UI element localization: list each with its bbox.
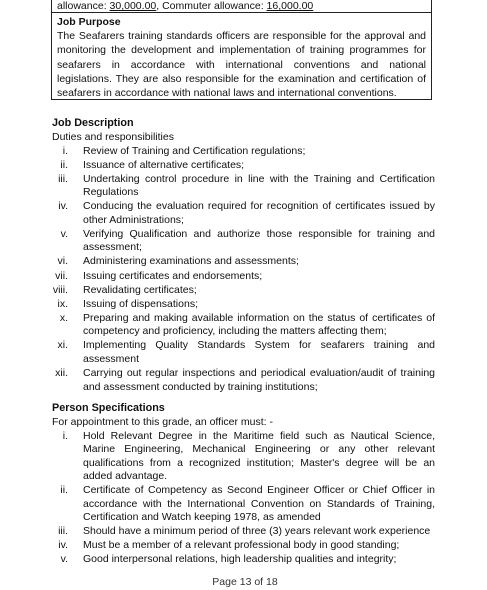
- list-item: [52, 200, 435, 227]
- list-item: [52, 484, 435, 525]
- list-item: [52, 539, 435, 553]
- list-item: [52, 228, 435, 255]
- allowance-label: allowance:: [57, 0, 110, 12]
- list-item-text: Certificate of Competency as Second Engineer Officer or Chief Officer in accordance with the International Convention on Standards of Training, Certification and Watch keeping 1978, as amended: [83, 484, 435, 524]
- list-item-number: iii.: [58, 525, 68, 538]
- list-item-text: Good interpersonal relations, high leadership qualities and integrity;: [83, 553, 397, 566]
- list-item-text: Conducing the evaluation required for recognition of certificates issued by other Administrations;: [83, 200, 435, 226]
- list-item-number: xii.: [55, 367, 68, 380]
- list-item: [52, 284, 435, 298]
- person-specifications-heading: Person Specifications: [52, 402, 165, 414]
- list-item-number: v.: [60, 553, 68, 566]
- list-item-number: vi.: [57, 255, 68, 268]
- list-item-number: ii.: [60, 158, 68, 171]
- list-item: [52, 367, 435, 394]
- job-description-section: [52, 116, 435, 394]
- list-item-number: iv.: [58, 200, 68, 213]
- list-item-number: iii.: [58, 172, 68, 185]
- list-item-number: iv.: [58, 539, 68, 552]
- list-item-number: v.: [60, 227, 68, 240]
- list-item-number: ii.: [60, 484, 68, 497]
- list-item-text: Implementing Quality Standards System for seafarers training and assessment: [83, 339, 435, 365]
- list-item-text: Must be a member of a relevant professional body in good standing;: [83, 539, 400, 552]
- list-item-text: Issuing of dispensations;: [83, 297, 198, 310]
- list-item-text: Issuing certificates and endorsements;: [83, 269, 263, 282]
- list-item: [52, 312, 435, 339]
- list-item: [52, 430, 435, 484]
- requirements-list: [52, 430, 435, 567]
- list-item-text: Review of Training and Certification regulations;: [83, 144, 306, 157]
- allowances-row: [52, 0, 431, 13]
- list-item-text: Hold Relevant Degree in the Maritime field such as Nautical Science, Marine Engineering, Mechanical Engineering or any other relevant qualifications from a recognized institution; Master's degree will be an added advantage.: [83, 429, 435, 482]
- list-item: [52, 255, 435, 269]
- job-purpose-block: [57, 15, 426, 100]
- list-item: [52, 270, 435, 284]
- job-purpose-heading: Job Purpose: [57, 16, 121, 28]
- job-description-heading: Job Description: [52, 117, 134, 129]
- list-item-text: Issuance of alternative certificates;: [83, 158, 245, 171]
- list-item-text: Administering examinations and assessments;: [83, 255, 299, 268]
- person-specifications-intro: For appointment to this grade, an officer must: -: [52, 416, 273, 428]
- allowance-value: 30,000.00: [109, 0, 157, 12]
- list-item: [52, 298, 435, 312]
- list-item-text: Preparing and making available information on the status of certificates of competency and proficiency, including the matters affecting them;: [83, 311, 435, 338]
- list-item: [52, 553, 435, 567]
- list-item-text: Verifying Qualification and authorize those responsible for training and assessment;: [83, 227, 435, 254]
- list-item-text: Should have a minimum period of three (3) years relevant work experience: [83, 525, 431, 538]
- list-item-number: vii.: [55, 269, 68, 282]
- list-item: [52, 525, 435, 539]
- list-item-text: Revalidating certificates;: [83, 283, 197, 296]
- list-item-text: Carrying out regular inspections and periodical evaluation/audit of training and assessment conducted by training institutions;: [83, 367, 435, 393]
- list-item-number: i.: [62, 144, 68, 157]
- list-item-number: viii.: [52, 283, 68, 296]
- page-footer: Page 13 of 18: [212, 576, 278, 588]
- list-item-number: i.: [62, 429, 68, 442]
- duties-list: [52, 145, 435, 395]
- list-item: [52, 159, 435, 173]
- list-item-number: ix.: [57, 297, 68, 310]
- commuter-allowance-value: 16,000.00: [266, 0, 314, 12]
- list-item-number: xi.: [57, 339, 68, 352]
- commuter-allowance-label: , Commuter allowance:: [156, 0, 267, 12]
- list-item: [52, 145, 435, 159]
- job-purpose-text: The Seafarers training standards officers are responsible for the approval and monitoring the development and implementation of training programmes for seafarers in accordance with international conventions and national legislations. They are also responsible for the examination and certification of seafarers in accordance with national laws and international conventions.: [57, 30, 426, 100]
- job-summary-box: [51, 0, 432, 100]
- job-description-intro: Duties and responsibilities: [52, 131, 174, 143]
- list-item: [52, 173, 435, 200]
- person-specifications-section: [52, 401, 435, 567]
- list-item-text: Undertaking control procedure in line with the Training and Certification Regulations: [83, 172, 435, 199]
- list-item: [52, 339, 435, 366]
- list-item-number: x.: [59, 311, 68, 324]
